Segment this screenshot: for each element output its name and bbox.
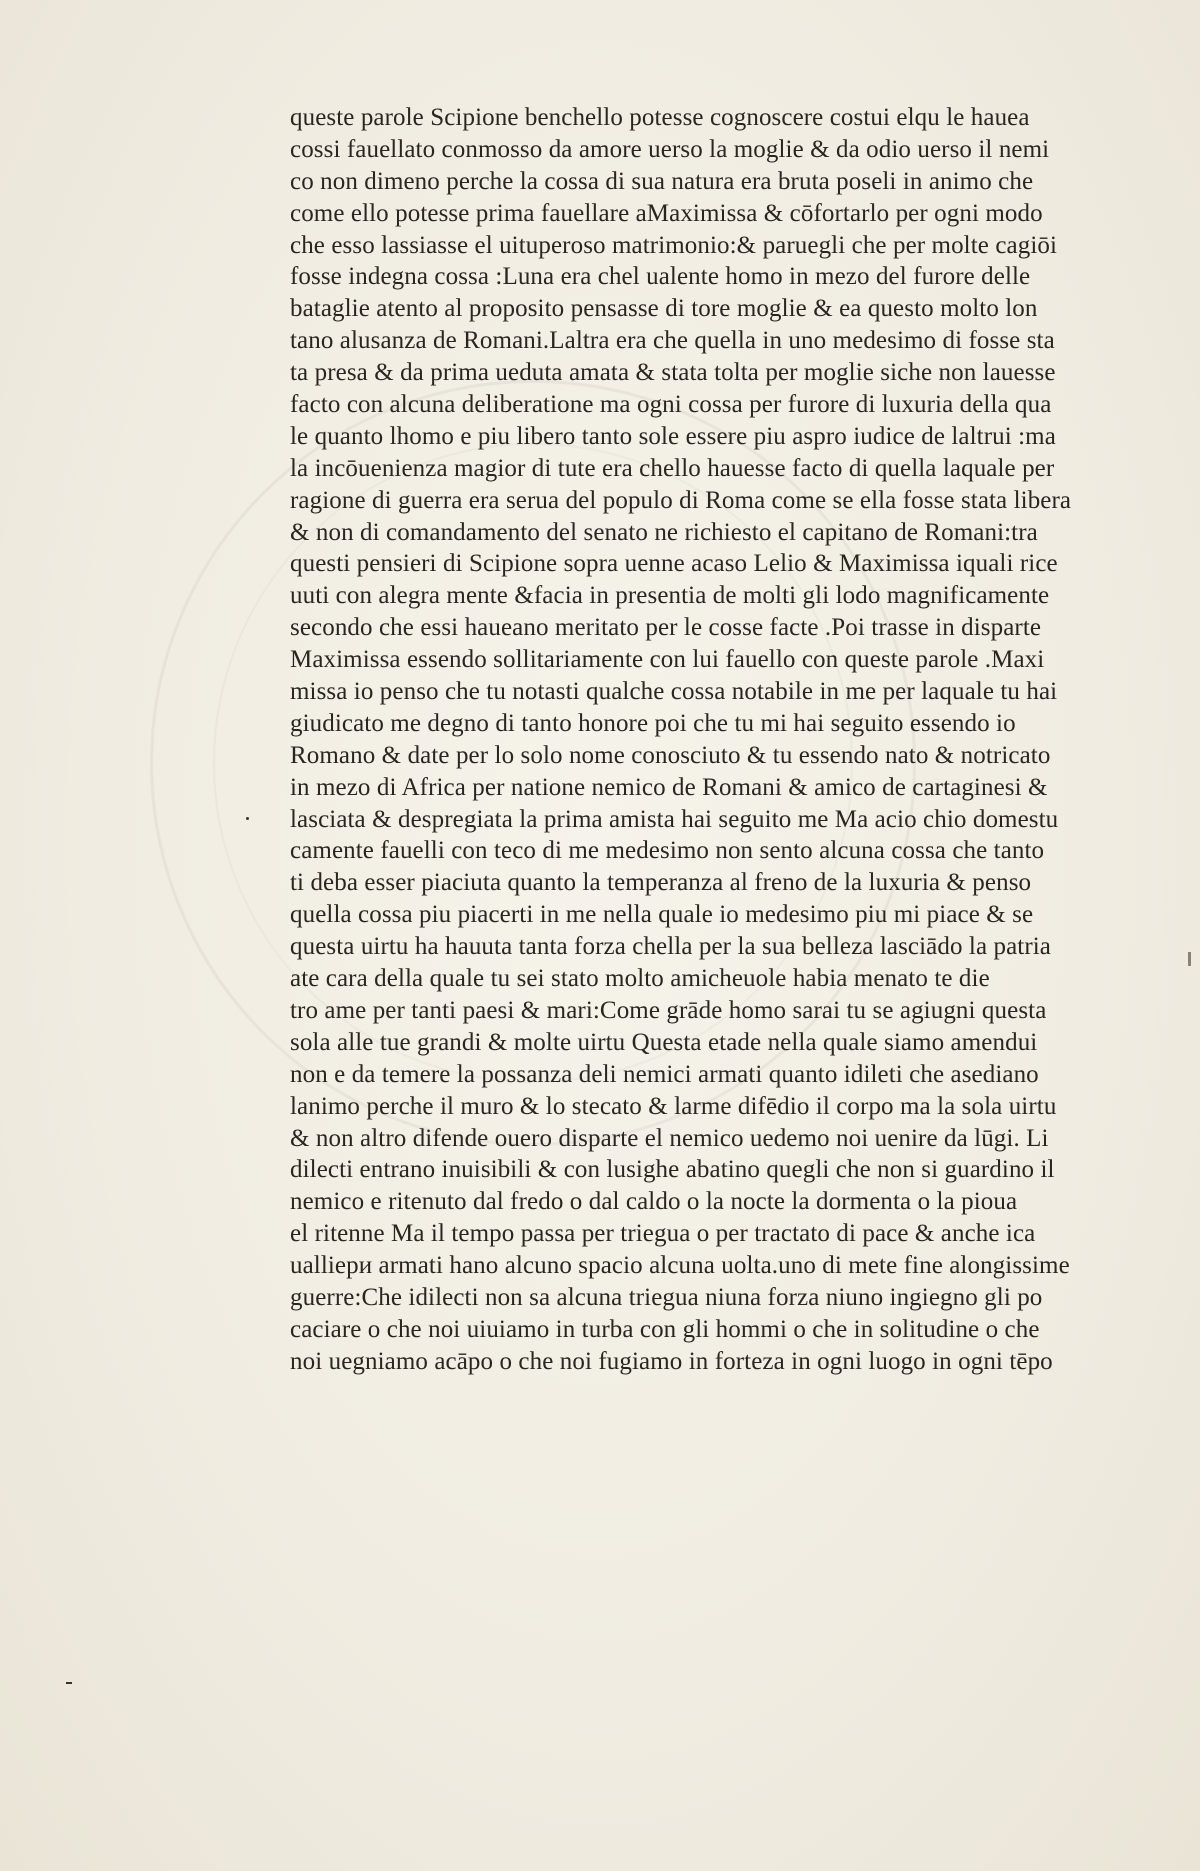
text-line: tro ame per tanti paesi & mari:Come grāde homo sarai tu se agiugni questa <box>290 996 1047 1024</box>
text-line: fosse indegna cossa :Luna era chel ualente homo in mezo del furore delle <box>290 263 1031 291</box>
text-line: che esso lassiasse el uituperoso matrimonio:& paruegli che per molte cagiōi <box>290 231 1058 259</box>
text-line: nemico e ritenuto dal fredo o dal caldo o la nocte la dormenta o la pioua <box>290 1188 1018 1216</box>
text-line: questi pensieri di Scipione sopra uenne acaso Lelio & Maximissa iquali rice <box>290 550 1058 578</box>
text-line: queste parole Scipione benchello potesse cognoscere costui elqu le hauea <box>290 104 1030 131</box>
text-line: ti deba esser piaciuta quanto la temperanza al freno de la luxuria & penso <box>290 869 1032 897</box>
text-line: in mezo di Africa per natione nemico de Romani & amico de cartaginesi & <box>290 773 1048 801</box>
text-line: guerre:Che idilecti non sa alcuna triegua niuna forza niuno ingiegno gli po <box>290 1283 1043 1311</box>
text-line: camente fauelli con teco di me medesimo non sento alcuna cossa che tanto <box>290 837 1045 865</box>
ink-dot <box>246 817 249 820</box>
text-line: & non di comandamento del senato ne richiesto el capitano de Romani:tra <box>290 518 1038 546</box>
text-line: caciare o che noi uiuiamo in turba con gli hommi o che in solitudine o che <box>290 1315 1040 1343</box>
text-line: facto con alcuna deliberatione ma ogni cossa per furore di luxuria della qua <box>290 391 1052 419</box>
text-line: questa uirtu ha hauuta tanta forza chella per la sua belleza lasciādo la patria <box>290 933 1051 961</box>
text-line: uuti con alegra mente &facia in presentia de molti gli lodo magnificamente <box>290 582 1050 610</box>
text-line: la incōuenienza magior di tute era chello hauesse facto di quella laquale per <box>290 454 1055 482</box>
page-edge-mark <box>1188 952 1191 966</box>
text-line: ragione di guerra era serua del populo di Roma come se ella fosse stata libera <box>290 486 1072 514</box>
text-line: Romano & date per lo solo nome conosciuto & tu essendo nato & notricato <box>290 741 1051 769</box>
text-line: missa io penso che tu notasti qualche cossa notabile in me per laquale tu hai <box>290 678 1058 706</box>
text-line: cossi fauellato conmosso da amore uerso la moglie & da odio uerso il nemi <box>290 135 1050 163</box>
text-line: come ello potesse prima fauellare aMaximissa & cōfortarlo per ogni modo <box>290 199 1043 227</box>
text-line: Maximissa essendo sollitariamente con lui fauello con queste parole .Maxi <box>290 646 1045 674</box>
text-line: dilecti entrano inuisibili & con lusighe abatino quegli che non si guardino il <box>290 1156 1055 1184</box>
text-block <box>290 102 1150 1378</box>
text-line: co non dimeno perche la cossa di sua natura era bruta poseli in animo che <box>290 167 1034 195</box>
text-line: tano alusanza de Romani.Laltra era che quella in uno medesimo di fosse sta <box>290 327 1055 355</box>
text-line: ualliери armati hano alcuno spacio alcuna uolta.uno di mete fine alongissime <box>290 1252 1070 1280</box>
text-line: giudicato me degno di tanto honore poi che tu mi hai seguito essendo io <box>290 709 1016 737</box>
text-line: lanimo perche il muro & lo stecato & larme difēdio il corpo ma la sola uirtu <box>290 1092 1057 1120</box>
text-line: & non altro difende ouero disparte el nemico uedemo noi uenire da lūgi. Li <box>290 1124 1049 1152</box>
text-line: sola alle tue grandi & molte uirtu Questa etade nella quale siamo amendui <box>290 1028 1038 1056</box>
ink-dash <box>66 1682 72 1684</box>
text-line: secondo che essi haueano meritato per le cosse facte .Poi trasse in disparte <box>290 614 1042 642</box>
text-line: lasciata & despregiata la prima amista hai seguito me Ma acio chio domestu <box>290 805 1059 833</box>
text-line: le quanto lhomo e piu libero tanto sole essere piu aspro iudice de laltrui :ma <box>290 422 1056 450</box>
text-line: non e da temere la possanza deli nemici armati quanto idileti che asediano <box>290 1060 1039 1088</box>
text-line: ta presa & da prima ueduta amata & stata tolta per moglie siche non lauesse <box>290 359 1056 387</box>
text-line: quella cossa piu piacerti in me nella quale io medesimo piu mi piace & se <box>290 901 1034 929</box>
text-line: bataglie atento al proposito pensasse di tore moglie & ea questo molto lon <box>290 295 1038 323</box>
text-line: el ritenne Ma il tempo passa per triegua o per tractato di pace & anche ica <box>290 1220 1036 1248</box>
text-line: noi uegniamo acāpo o che noi fugiamo in forteza in ogni luogo in ogni tēpo <box>290 1347 1053 1375</box>
text-line: ate cara della quale tu sei stato molto amicheuole habia menato te die <box>290 965 990 993</box>
